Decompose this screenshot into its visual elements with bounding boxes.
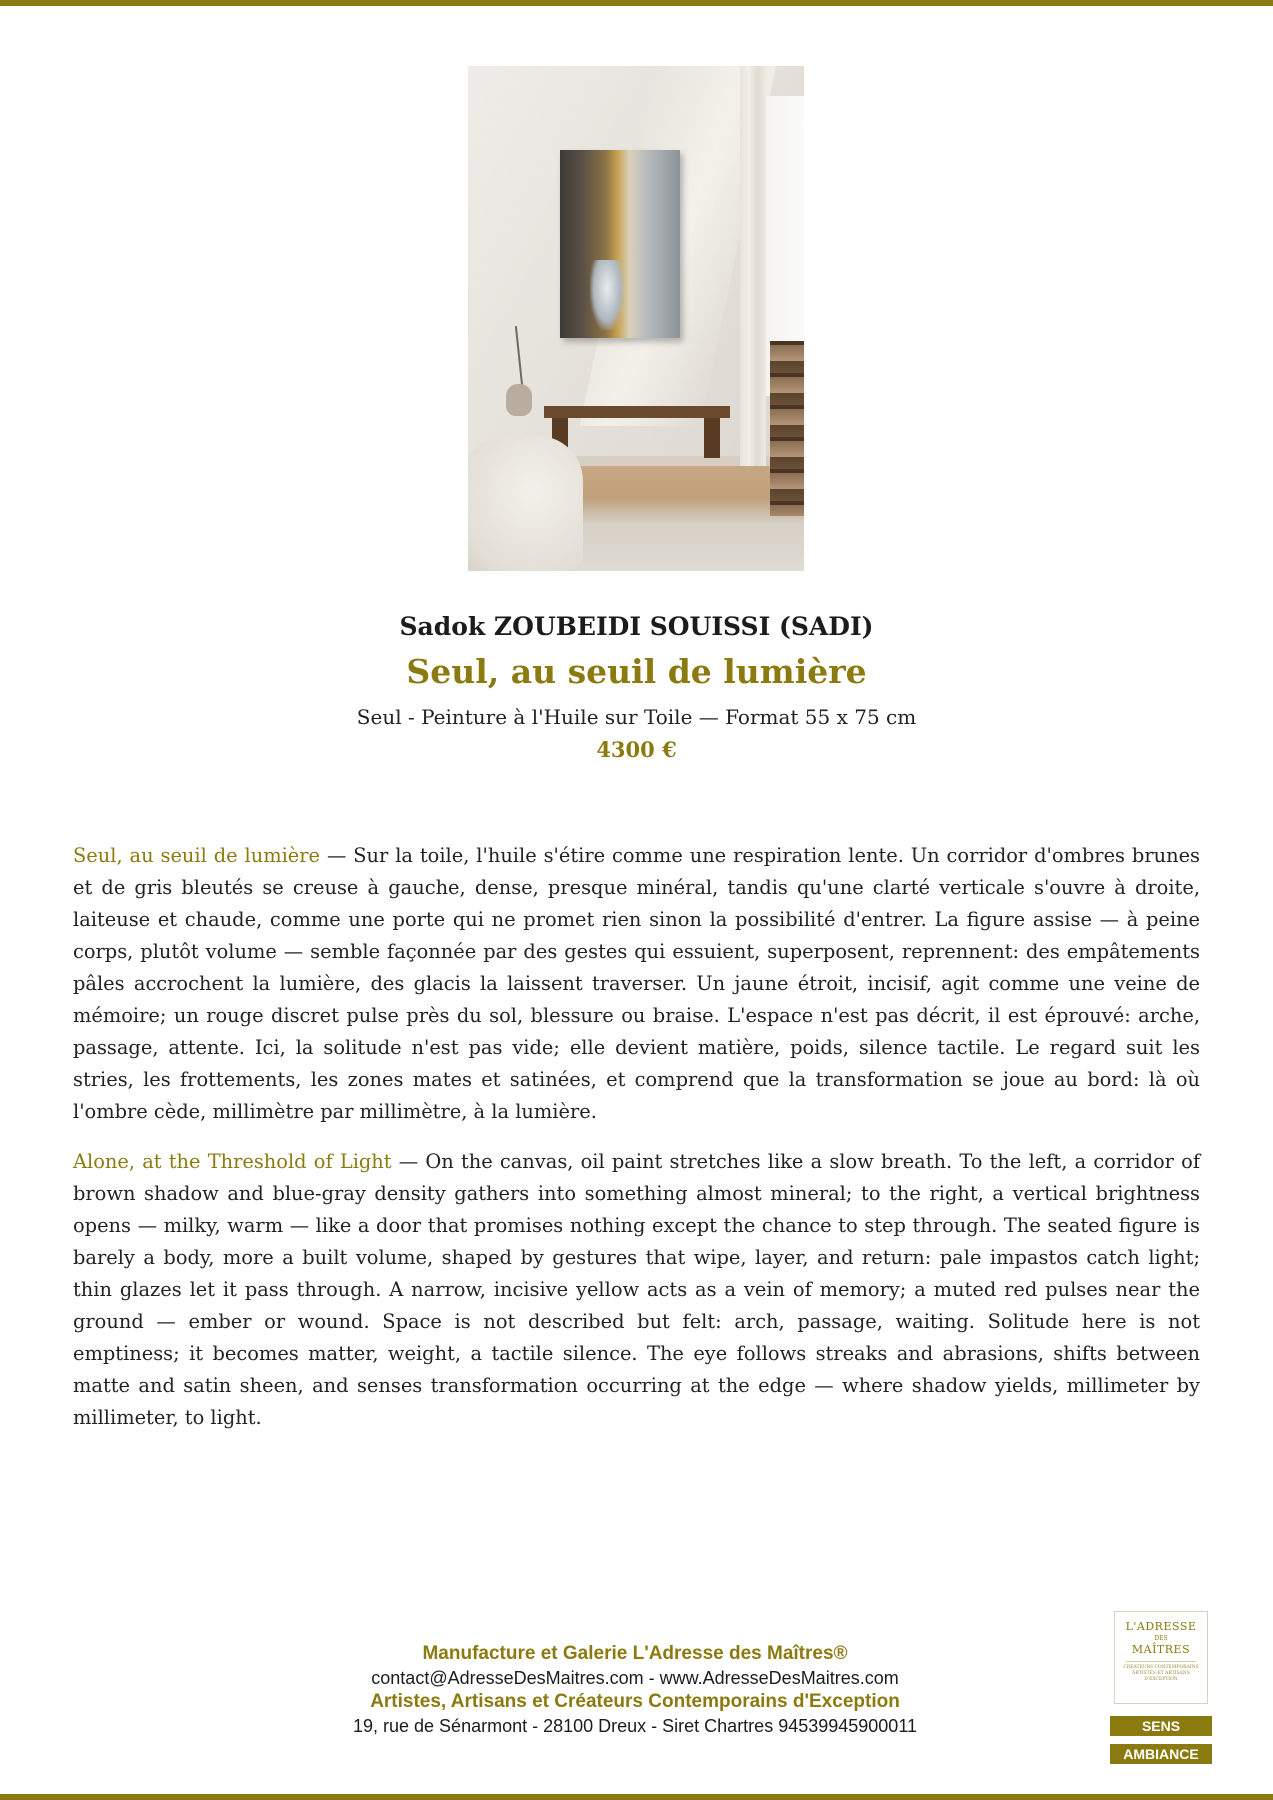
bottom-accent-bar (0, 1794, 1273, 1800)
logo-divider (1126, 1661, 1196, 1662)
artwork-price: 4300 € (596, 737, 677, 762)
photo-bench (544, 406, 730, 418)
artwork-room-photo (468, 66, 804, 571)
artwork-title: Seul, au seuil de lumière (406, 652, 867, 691)
footer-gallery-name: Manufacture et Galerie L'Adresse des Maîtres® (422, 1643, 848, 1664)
description-french (73, 840, 1200, 1128)
tag-ambiance[interactable]: AMBIANCE (1110, 1744, 1212, 1764)
gallery-logo (1114, 1611, 1208, 1704)
description-french-lead: Seul, au seuil de lumière (73, 844, 321, 867)
footer-contact[interactable]: contact@AdresseDesMaitres.com - www.AdresseDesMaitres.com (371, 1668, 899, 1688)
description-english-body: — On the canvas, oil paint stretches like a slow breath. To the left, a corridor of brown shadow and blue-gray density gathers into something almost mineral; to the right, a vertical brightness opens — milky, warm — like a door that promises nothing except the chance to step through. The seated figure is barely a body, more a built volume, shaped by gestures that wipe, layer, and return: pale impastos catch light; thin glazes let it pass through. A narrow, incisive yellow acts as a vein of memory; a muted red pulses near the ground — ember or wound. Space is not described but felt: arch, passage, waiting. Solitude here is not emptiness; it becomes matter, weight, a tactile silence. The eye follows streaks and abrasions, shifts between matte and satin sheen, and senses transformation occurring at the edge — where shadow yields, millimeter by millimeter, to light. (73, 1150, 1200, 1429)
photo-bench-leg (704, 418, 720, 458)
description-english-lead: Alone, at the Threshold of Light (73, 1150, 392, 1173)
logo-line-2: DES (1154, 1635, 1168, 1642)
artist-name: Sadok ZOUBEIDI SOUISSI (SADI) (399, 612, 874, 641)
photo-vase (506, 384, 532, 416)
painting-canvas (560, 150, 680, 338)
logo-line-3: MAÎTRES (1131, 1643, 1191, 1656)
photo-armchair (468, 436, 583, 571)
footer (290, 1642, 980, 1738)
logo-tagline: CRÉATEURS CONTEMPORAINS ARTISTES ET ARTISANS D'EXCEPTION (1123, 1665, 1199, 1682)
photo-bookshelf (770, 341, 804, 516)
description-french-body: — Sur la toile, l'huile s'étire comme une respiration lente. Un corridor d'ombres brunes et de gris bleutés se creuse à gauche, dense, presque minéral, tandis qu'une clarté verticale s'ouvre à droite, laiteuse et chaude, comme une porte qui ne promet rien sinon la possibilité d'entrer. La figure assise — à peine corps, plutôt volume — semble façonnée par des gestes qui essuient, superposent, reprennent: des empâtements pâles accrochent la lumière, des glacis la laissent traverser. Un jaune étroit, incisif, agit comme une veine de mémoire; un rouge discret pulse près du sol, blessure ou braise. L'espace n'est pas décrit, il est éprouvé: arche, passage, attente. Ici, la solitude n'est pas vide; elle devient matière, poids, silence tactile. Le regard suit les stries, les frottements, les zones mates et satinées, et comprend que la transformation se joue au bord: là où l'ombre cède, millimètre par millimètre, à la lumière. (73, 844, 1200, 1123)
footer-tagline: Artistes, Artisans et Créateurs Contemporains d'Exception (370, 1691, 900, 1712)
description-english (73, 1146, 1200, 1434)
logo-line-1: L'ADRESSE (1125, 1620, 1197, 1633)
top-accent-bar (0, 0, 1273, 6)
photo-curtain (740, 66, 766, 486)
footer-address: 19, rue de Sénarmont - 28100 Dreux - Siret Chartres 94539945900011 (352, 1716, 918, 1736)
artwork-subtitle: Seul - Peinture à l'Huile sur Toile — Format 55 x 75 cm (356, 705, 917, 729)
tag-sens[interactable]: SENS (1110, 1716, 1212, 1736)
